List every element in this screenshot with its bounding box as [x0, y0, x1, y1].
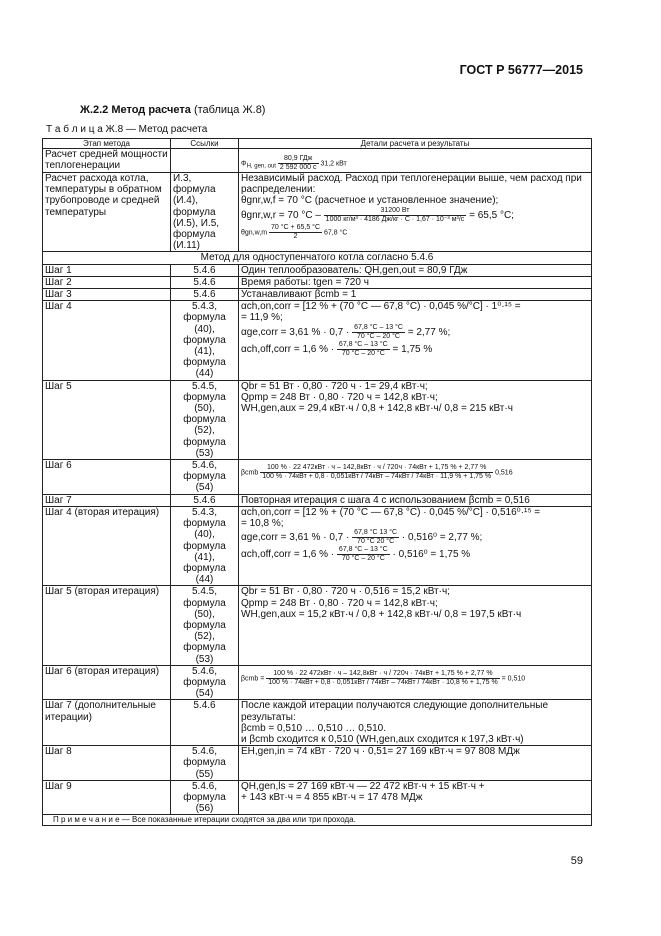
table-row — [43, 460, 592, 495]
stage-cell: Шаг 8 — [43, 746, 171, 781]
refs-cell: 5.4.6 — [171, 289, 239, 301]
stage-cell: Шаг 6 (вторая итерация) — [43, 665, 171, 700]
table-row — [43, 264, 592, 276]
table-row — [43, 173, 592, 252]
table-note-row — [43, 815, 592, 826]
details-cell: Один теплообразователь: QH,gen,out = 80,9 ГДж — [239, 264, 592, 276]
calculation-table — [42, 138, 592, 826]
refs-cell: 5.4.6 — [171, 700, 239, 746]
stage-cell: Расчет расхода котла, температуры в обратном трубопроводе и средней температуры — [43, 173, 171, 252]
stage-cell: Шаг 7 — [43, 494, 171, 506]
table-row — [43, 665, 592, 700]
table-row — [43, 780, 592, 815]
refs-cell — [171, 149, 239, 173]
table-row — [43, 746, 592, 781]
table-row — [43, 289, 592, 301]
section-heading — [80, 104, 265, 116]
details-cell: EH,gen,in = 74 кВт · 720 ч · 0,51= 27 169 кВт·ч = 97 808 МДж — [239, 746, 592, 781]
table-row — [43, 506, 592, 585]
details-cell: βcmb = 100 % · 22 472кВт · ч – 142,8кВт · ч / 720ч · 74кВт + 1,75 % + 2,77 % 100 % · 74кВт + 0,8 · 0,051кВт / 74кВт – 74кВт / 74кВт · 10,8 % + 1,75 % = 0,510 — [239, 665, 592, 700]
stage-cell: Шаг 5 — [43, 380, 171, 459]
standard-header: ГОСТ Р 56777—2015 — [459, 63, 583, 77]
refs-cell: 5.4.6, формула (55) — [171, 746, 239, 781]
stage-cell: Шаг 9 — [43, 780, 171, 815]
details-cell: Повторная итерация с шага 4 с использованием βcmb = 0,516 — [239, 494, 592, 506]
details-cell: Устанавливают βcmb = 1 — [239, 289, 592, 301]
details-cell: Независимый расход. Расход при теплогенерации выше, чем расход при распределении: θgnr,w,f = 70 °С (расчетное и установленное значение); θgnr,w,r = 70 °С – 31200 Вт 1000 кг/м³ · 4186 Дж/кг · С · 1,67 · 10⁻³ м³/с = 65,5 °С; θgn,w,m 70 °С + 65,5 °С 2 67,8 °С — [239, 173, 592, 252]
refs-cell: 5.4.6, формула (54) — [171, 665, 239, 700]
table-row — [43, 276, 592, 288]
stage-cell: Шаг 5 (вторая итерация) — [43, 586, 171, 665]
stage-cell: Шаг 3 — [43, 289, 171, 301]
refs-cell: 5.4.6, формула (56) — [171, 780, 239, 815]
details-cell: Qbr = 51 Вт · 0,80 · 720 ч · 0,516 = 15,2 кВт·ч; Qpmp = 248 Вт · 0,80 · 720 ч = 142,8 кВт·ч; WH,gen,aux = 15,2 кВт·ч / 0,8 + 142,8 кВт·ч/ 0,8 = 197,5 кВт·ч — [239, 586, 592, 665]
refs-cell: 5.4.6 — [171, 276, 239, 288]
refs-cell: 5.4.6, формула (54) — [171, 460, 239, 495]
stage-cell: Шаг 4 — [43, 301, 171, 380]
refs-cell: И.3, формула (И.4), формула (И.5), И.5, формула (И.11) — [171, 173, 239, 252]
details-cell: Время работы: tgen = 720 ч — [239, 276, 592, 288]
table-row — [43, 149, 592, 173]
table-caption: Т а б л и ц а Ж.8 — Метод расчета — [46, 124, 208, 135]
stage-cell: Шаг 4 (вторая итерация) — [43, 506, 171, 585]
span-cell: Метод для одноступенчатого котла согласно 5.4.6 — [43, 252, 592, 264]
table-row — [43, 494, 592, 506]
refs-cell: 5.4.3, формула (40), формула (41), формула (44) — [171, 506, 239, 585]
details-cell: Qbr = 51 Вт · 0,80 · 720 ч · 1= 29,4 кВт·ч; Qpmp = 248 Вт · 0,80 · 720 ч = 142,8 кВт·ч; WH,gen,aux = 29,4 кВт·ч / 0,8 + 142,8 кВт·ч/ 0,8 = 215 кВт·ч — [239, 380, 592, 459]
stage-cell: Шаг 2 — [43, 276, 171, 288]
refs-cell: 5.4.3, формула (40), формула (41), формула (44) — [171, 301, 239, 380]
details-cell: QH,gen,ls = 27 169 кВт·ч — 22 472 кВт·ч + 15 кВт·ч + + 143 кВт·ч = 4 855 кВт·ч = 17 478 МДж — [239, 780, 592, 815]
stage-cell: Расчет средней мощности теплогенерации — [43, 149, 171, 173]
table-row — [43, 252, 592, 264]
table-row — [43, 700, 592, 746]
header-refs: Ссылки — [171, 139, 239, 149]
details-cell: После каждой итерации получаются следующие дополнительные результаты: βcmb = 0,510 … 0,510 … 0,510. и βcmb сходится к 0,510 (WH,gen,aux сходится к 197,3 кВт·ч) — [239, 700, 592, 746]
details-cell: $\Phi_{H, gen, out}$ 80,9 ГДж 2 592 000 с 31,2 кВт — [239, 149, 592, 173]
page-number: 59 — [570, 855, 583, 867]
details-cell: αch,on,corr = [12 % + (70 °С — 67,8 °С) · 0,045 %/°С] · 0,516⁰·¹⁵ = = 10,8 %; αge,corr = 3,61 % · 0,7 · 67,8 °С 13 °С 70 °С 20 °С · 0,516⁰ = 2,77 %; αch,off,corr = 1,6 % · 67,8 °С – 13 °С 70 °С – 20 °С · 0,516⁰ = 1,75 % — [239, 506, 592, 585]
stage-cell: Шаг 7 (дополнительные итерации) — [43, 700, 171, 746]
details-cell: βcmb 100 % · 22 472кВт · ч – 142,8кВт · ч / 720ч · 74кВт + 1,75 % + 2,77 % 100 % · 74кВт + 0,8 · 0,051кВт / 74кВт – 74кВт / 74кВт · 11,9 % + 1,75 % 0,516 — [239, 460, 592, 495]
header-stage: Этап метода — [43, 139, 171, 149]
section-number-title: Ж.2.2 Метод расчета — [80, 104, 191, 116]
header-details: Детали расчета и результаты — [239, 139, 592, 149]
refs-cell: 5.4.6 — [171, 494, 239, 506]
refs-cell: 5.4.6 — [171, 264, 239, 276]
table-row — [43, 380, 592, 459]
details-cell: αch,on,corr = [12 % + (70 °С — 67,8 °С) · 0,045 %/°С] · 1⁰·¹⁵ = = 11,9 %; αge,corr = 3,61 % · 0,7 · 67,8 °С – 13 °С 70 °С – 20 °С = 2,77 %; αch,off,corr = 1,6 % · 67,8 °С – 13 °С 70 °С – 20 °С = 1,75 % — [239, 301, 592, 380]
refs-cell: 5.4.5, формула (50), формула (52), формула (53) — [171, 586, 239, 665]
table-note: П р и м е ч а н и е — Все показанные итерации сходятся за два или три прохода. — [43, 815, 592, 826]
table-header-row — [43, 139, 592, 149]
stage-cell: Шаг 1 — [43, 264, 171, 276]
refs-cell: 5.4.5, формула (50), формула (52), формула (53) — [171, 380, 239, 459]
table-row — [43, 301, 592, 380]
table-row — [43, 586, 592, 665]
stage-cell: Шаг 6 — [43, 460, 171, 495]
section-ref: (таблица Ж.8) — [193, 104, 266, 116]
